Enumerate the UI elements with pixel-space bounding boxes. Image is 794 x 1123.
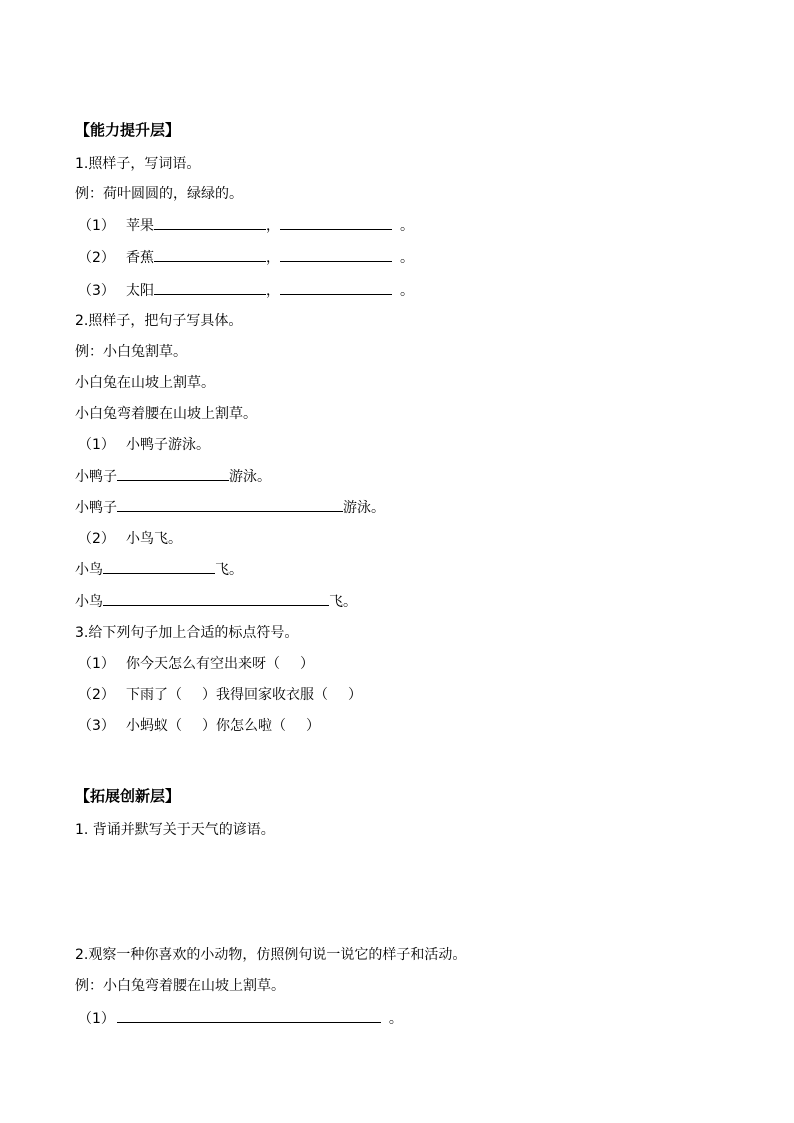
subject: 小鸟 <box>75 562 103 578</box>
answer-blank[interactable] <box>280 215 392 230</box>
question-1-example: 例：荷叶圆圆的，绿绿的。 <box>75 186 243 202</box>
answer-blank[interactable] <box>154 247 266 262</box>
period: 。 <box>400 283 414 299</box>
question-2-example-1: 例：小白兔割草。 <box>75 344 187 360</box>
verb: 飞。 <box>215 562 243 578</box>
question-2-item-1-answer-long <box>75 496 385 520</box>
answer-blank[interactable] <box>103 559 215 574</box>
answer-blank[interactable] <box>154 280 266 295</box>
question-3-item-3 <box>78 714 320 738</box>
sentence-part: ） <box>306 718 320 734</box>
comma: ， <box>266 250 280 266</box>
sentence-part: 小蚂蚁（ <box>126 718 182 734</box>
sentence-part: ）你怎么啦（ <box>202 718 286 734</box>
period: 。 <box>400 250 414 266</box>
verb: 游泳。 <box>229 469 271 485</box>
answer-blank[interactable] <box>117 466 229 481</box>
section-heading-extension: 【拓展创新层】 <box>75 787 181 805</box>
answer-blank[interactable] <box>280 280 392 295</box>
question-2-prompt: 2.照样子，把句子写具体。 <box>75 313 243 329</box>
question-1-prompt: 1.照样子，写词语。 <box>75 156 201 172</box>
answer-blank[interactable] <box>117 497 343 512</box>
item-number: （1） <box>78 656 115 672</box>
question-2-item-2-answer-long <box>75 590 357 614</box>
question-1-item-1 <box>78 214 414 238</box>
sentence-part: 下雨了（ <box>126 687 182 703</box>
item-number: （1） <box>78 218 115 234</box>
item-number: （1） <box>78 1011 115 1027</box>
item-number: （2） <box>78 531 115 547</box>
answer-blank[interactable] <box>280 247 392 262</box>
extension-question-1-prompt: 1. 背诵并默写关于天气的谚语。 <box>75 822 275 838</box>
question-2-example-3: 小白兔弯着腰在山坡上割草。 <box>75 406 257 422</box>
subject: 小鸭子 <box>75 500 117 516</box>
answer-blank[interactable] <box>154 215 266 230</box>
sentence-part: 你今天怎么有空出来呀（ <box>126 656 280 672</box>
answer-blank[interactable] <box>117 1008 381 1023</box>
question-2-example-2: 小白兔在山坡上割草。 <box>75 375 215 391</box>
extension-question-2-item-1 <box>78 1007 403 1031</box>
answer-blank[interactable] <box>103 591 329 606</box>
question-2-item-2 <box>78 527 182 551</box>
question-2-item-1 <box>78 433 210 457</box>
period: 。 <box>400 218 414 234</box>
item-word: 太阳 <box>126 283 154 299</box>
sentence-part: ） <box>348 687 362 703</box>
sentence-part: ）我得回家收衣服（ <box>202 687 328 703</box>
verb: 游泳。 <box>343 500 385 516</box>
question-2-item-1-answer-short <box>75 465 271 489</box>
item-number: （3） <box>78 283 115 299</box>
sentence-part: ） <box>300 656 314 672</box>
question-2-item-2-answer-short <box>75 558 243 582</box>
subject: 小鸟 <box>75 594 103 610</box>
question-1-item-3 <box>78 279 414 303</box>
extension-question-2-prompt: 2.观察一种你喜欢的小动物，仿照例句说一说它的样子和活动。 <box>75 947 467 963</box>
item-number: （1） <box>78 437 115 453</box>
item-number: （3） <box>78 718 115 734</box>
section-heading-ability: 【能力提升层】 <box>75 121 181 139</box>
question-1-item-2 <box>78 246 414 270</box>
item-word: 香蕉 <box>126 250 154 266</box>
question-3-item-1 <box>78 652 314 676</box>
question-3-prompt: 3.给下列句子加上合适的标点符号。 <box>75 625 299 641</box>
item-number: （2） <box>78 687 115 703</box>
item-text: 小鸭子游泳。 <box>126 437 210 453</box>
item-word: 苹果 <box>126 218 154 234</box>
question-3-item-2 <box>78 683 362 707</box>
comma: ， <box>266 218 280 234</box>
comma: ， <box>266 283 280 299</box>
item-number: （2） <box>78 250 115 266</box>
item-text: 小鸟飞。 <box>126 531 182 547</box>
verb: 飞。 <box>329 594 357 610</box>
period: 。 <box>388 1011 403 1027</box>
extension-question-2-example: 例：小白兔弯着腰在山坡上割草。 <box>75 978 285 994</box>
subject: 小鸭子 <box>75 469 117 485</box>
